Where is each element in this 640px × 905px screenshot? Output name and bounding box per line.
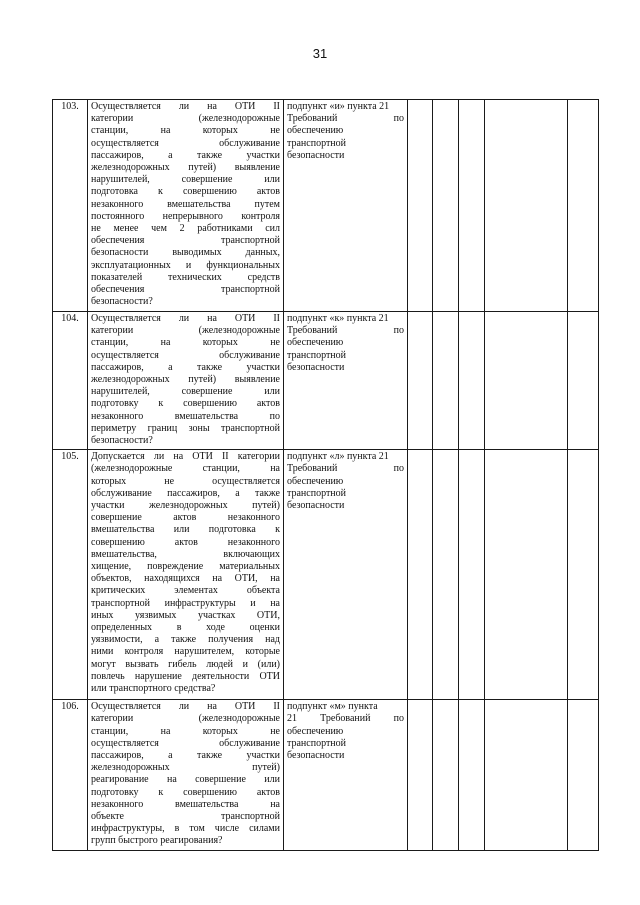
question-line: подготовка к совершению актов [91,186,280,198]
reference-line: Требований по [287,463,404,475]
question-line: вмешательства, включающих [91,548,280,560]
answer-no-cell [433,100,459,312]
question-line: нарушителей, совершение или [91,174,280,186]
reference-line: обеспечению [287,125,344,137]
question-line: категории (железнодорожные [91,713,280,725]
legal-reference [284,312,408,450]
requirements-table [52,99,599,851]
note-cell [485,100,568,312]
note-cell [485,700,568,850]
question-line: повлечь нарушение деятельности ОТИ [91,670,280,682]
answer-yes-cell [408,700,433,850]
question-line: или транспортного средства? [91,683,216,695]
question-line: станции, на которых не [91,125,280,137]
question-line: пассажиров, а также участки [91,361,280,373]
question-line: категории (железнодорожные [91,113,280,125]
question-line: участки железнодорожных путей) [91,500,280,512]
reference-line: обеспечению [287,337,344,349]
page-number: 31 [312,46,328,61]
answer-na-cell [459,312,485,450]
question-line: периметру границ зоны транспортной [91,422,280,434]
extra-cell [568,450,599,700]
question-line: ними контроля нарушителем, которые [91,646,280,658]
question-line: постоянного непрерывного контроля [91,210,280,222]
question-line: совершение актов незаконного [91,512,280,524]
reference-line: обеспечению [287,725,344,737]
row-number: 106. [53,700,88,850]
answer-na-cell [459,100,485,312]
question-line: пассажиров, а также участки [91,149,280,161]
question-line: Осуществляется ли на ОТИ II [91,101,280,112]
question-line: уязвимости, а также получения над [91,634,280,646]
question-line: не менее чем 2 работниками сил [91,223,280,235]
question-line: подготовку к совершению актов [91,786,280,798]
question-line: незаконного вмешательства по [91,410,280,422]
note-cell [485,450,568,700]
question-line: безопасности? [91,296,153,308]
question-text [88,700,284,850]
row-number: 104. [53,312,88,450]
question-line: пассажиров, а также участки [91,750,280,762]
question-line: железнодорожных путей) выявление [91,374,280,386]
question-line: железнодорожных путей) выявление [91,162,280,174]
question-line: объекте транспортной [91,811,280,823]
question-line: определенных в ходе оценки [91,622,280,634]
question-line: которых не осуществляется [91,475,280,487]
question-line: категории (железнодорожные [91,325,280,337]
table-row [53,450,599,700]
question-line: нарушителей, совершение или [91,386,280,398]
question-line: иных уязвимых участках ОТИ, [91,609,280,621]
reference-line: безопасности [287,361,345,373]
reference-line: Требований по [287,325,404,337]
reference-line: 21 Требований по [287,713,404,725]
question-line: инфраструктуры, в том числе силами [91,823,280,835]
reference-line: подпункт «и» пункта 21 [287,101,390,112]
reference-line: подпункт «к» пункта 21 [287,313,389,324]
reference-line: подпункт «м» пункта [287,701,378,713]
row-number: 105. [53,450,88,700]
row-number: 103. [53,100,88,312]
reference-line: транспортной [287,349,347,361]
reference-line: безопасности [287,149,345,161]
question-line: обслуживание пассажиров, а также [91,487,280,499]
question-line: могут вызвать гибель людей и (или) [91,658,280,670]
reference-line: обеспечению [287,475,344,487]
question-text [88,100,284,312]
question-text [88,312,284,450]
question-line: показателей технических средств [91,271,280,283]
table-row [53,312,599,450]
question-line: объектов, находящихся на ОТИ, на [91,573,280,585]
question-line: критических элементах объекта [91,585,280,597]
reference-line: транспортной [287,137,347,149]
answer-na-cell [459,700,485,850]
question-line: железнодорожных путей) [91,762,280,774]
answer-no-cell [433,700,459,850]
legal-reference [284,700,408,850]
answer-na-cell [459,450,485,700]
question-text [88,450,284,700]
question-line: обеспечения транспортной [91,284,280,296]
question-line: осуществляется обслуживание [91,349,280,361]
question-line: транспортной инфраструктуры и на [91,597,280,609]
note-cell [485,312,568,450]
answer-no-cell [433,312,459,450]
table-row [53,700,599,850]
answer-yes-cell [408,312,433,450]
table-row [53,100,599,312]
question-line: станции, на которых не [91,725,280,737]
question-line: подготовку к совершению актов [91,398,280,410]
legal-reference [284,450,408,700]
question-line: Допускается ли на ОТИ II категории [91,451,280,463]
reference-line: подпункт «л» пункта 21 [287,451,389,463]
answer-no-cell [433,450,459,700]
question-line: безопасности? [91,435,153,447]
question-line: незаконного вмешательства на [91,798,280,810]
reference-line: безопасности [287,500,345,512]
extra-cell [568,100,599,312]
question-line: станции, на которых не [91,337,280,349]
reference-line: Требований по [287,113,404,125]
question-line: (железнодорожные станции, на [91,463,280,475]
question-line: реагирование на совершение или [91,774,280,786]
question-line: хищение, повреждение материальных [91,561,280,573]
extra-cell [568,312,599,450]
question-line: вмешательства или подготовка к [91,524,280,536]
question-line: осуществляется обслуживание [91,137,280,149]
question-line: совершению актов незаконного [91,536,280,548]
question-line: Осуществляется ли на ОТИ II [91,313,280,324]
legal-reference [284,100,408,312]
reference-line: безопасности [287,750,345,762]
question-line: безопасности выводимых данных, [91,247,280,259]
answer-yes-cell [408,100,433,312]
reference-line: транспортной [287,737,347,749]
question-line: групп быстрого реагирования? [91,835,223,847]
question-line: эксплуатационных и функциональных [91,259,280,271]
question-line: Осуществляется ли на ОТИ II [91,701,280,713]
question-line: незаконного вмешательства путем [91,198,280,210]
extra-cell [568,700,599,850]
answer-yes-cell [408,450,433,700]
question-line: осуществляется обслуживание [91,737,280,749]
question-line: обеспечения транспортной [91,235,280,247]
reference-line: транспортной [287,487,347,499]
